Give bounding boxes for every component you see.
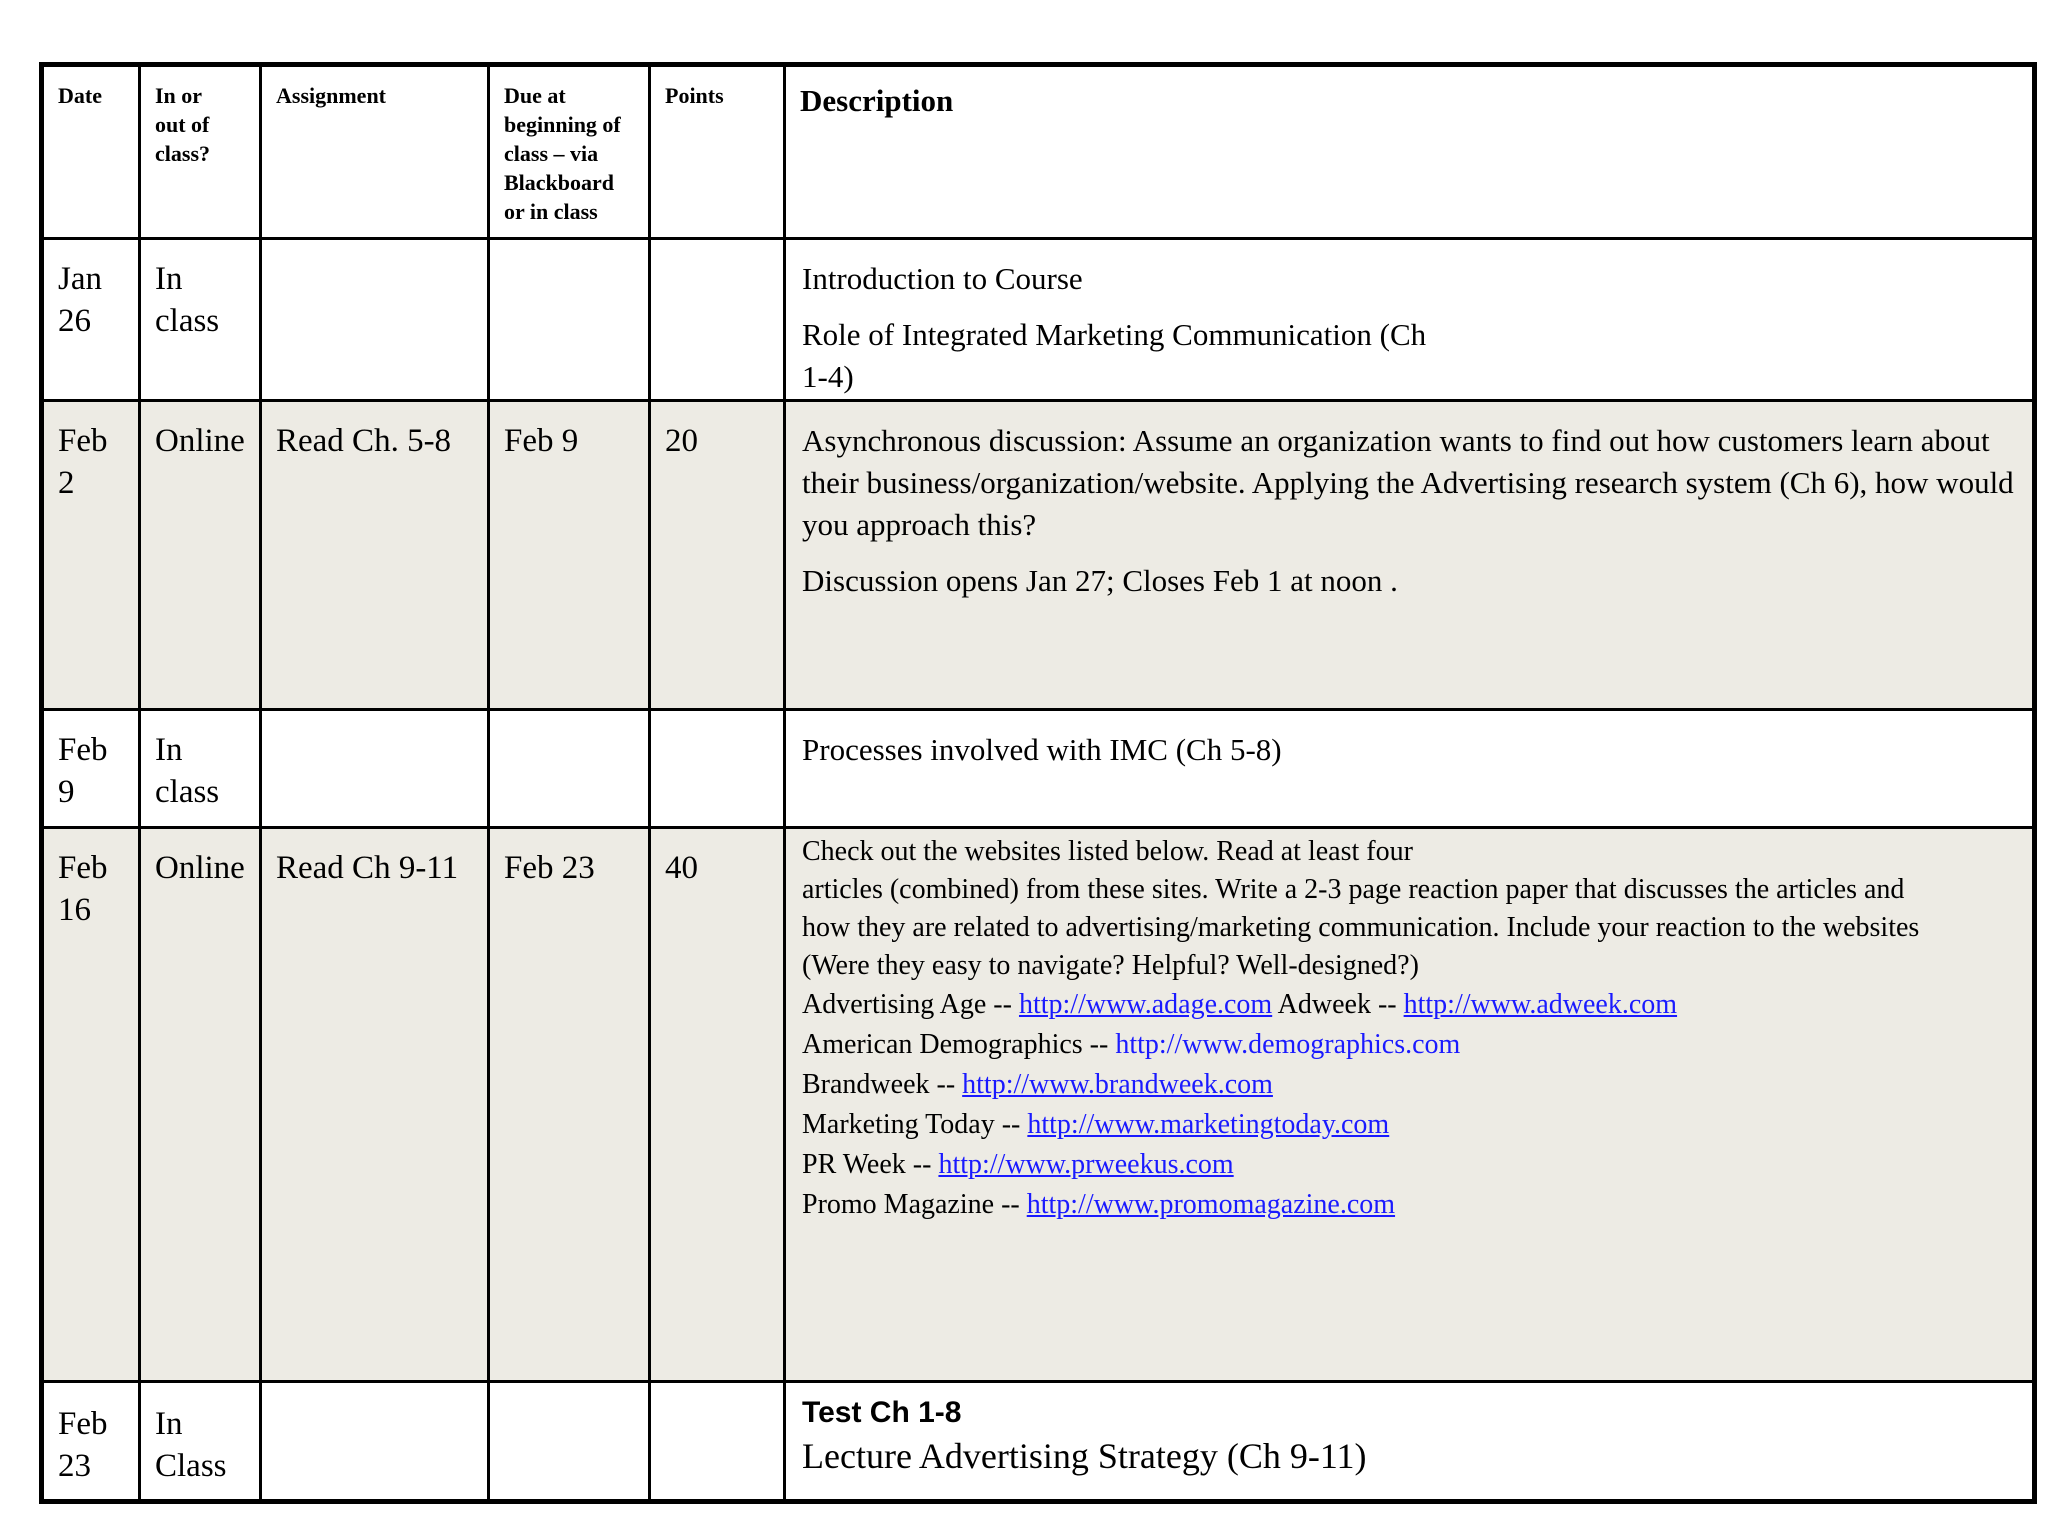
description-text: Asynchronous discussion: Assume an organization wants to find out how customers learn about their business/organization/website. Applying the Advertising research system (Ch 6), how would you approach this?: [802, 423, 2014, 542]
due-date: Feb 23: [504, 850, 595, 886]
website-link-marketingtoday[interactable]: http://www.marketingtoday.com: [1027, 1109, 1390, 1140]
location-line: In: [155, 261, 183, 297]
date-day: 23: [58, 1448, 91, 1484]
website-link-brandweek[interactable]: http://www.brandweek.com: [962, 1069, 1273, 1100]
location-cell: [140, 710, 261, 828]
location-line: In: [155, 732, 183, 768]
location-line: class: [155, 303, 220, 339]
header-description: [785, 65, 2035, 239]
description-text: Check out the websites listed below. Read at least four: [802, 836, 1413, 867]
website-link-demographics[interactable]: http://www.demographics.com: [1115, 1029, 1461, 1060]
test-title: Test Ch 1-8: [802, 1396, 962, 1429]
header-in-out-line: class?: [155, 141, 210, 166]
website-name: PR Week --: [802, 1149, 939, 1180]
date-cell: [42, 1382, 140, 1502]
location-line: class: [155, 774, 220, 810]
due-cell: [489, 828, 650, 1382]
points-cell: [650, 828, 785, 1382]
website-name: Advertising Age --: [802, 989, 1019, 1020]
date-cell: [42, 828, 140, 1382]
date-cell: [42, 239, 140, 401]
due-cell: [489, 710, 650, 828]
website-link-adage[interactable]: http://www.adage.com: [1018, 989, 1273, 1020]
website-name: Marketing Today --: [802, 1109, 1028, 1140]
due-cell: [489, 401, 650, 710]
date-cell: [42, 710, 140, 828]
description-text: how they are related to advertising/marketing communication. Include your reaction to the websites: [802, 912, 1920, 943]
points-cell: [650, 401, 785, 710]
description-text: 1-4): [802, 359, 854, 394]
due-cell: [489, 1382, 650, 1502]
date-month: Feb: [58, 850, 108, 886]
header-due-line: Blackboard: [504, 170, 615, 195]
website-line: [802, 1145, 2016, 1185]
location-cell: [140, 828, 261, 1382]
website-line: [802, 1065, 2016, 1105]
date-day: 26: [58, 303, 91, 339]
website-name: Promo Magazine --: [802, 1189, 1027, 1220]
table-row: [42, 710, 2035, 828]
assignment-cell: [261, 828, 489, 1382]
table-row: [42, 401, 2035, 710]
website-link-prweek[interactable]: http://www.prweekus.com: [938, 1149, 1234, 1180]
location-line: In: [155, 1406, 183, 1442]
website-name: Brandweek --: [802, 1069, 963, 1100]
header-points-label: Points: [665, 83, 724, 108]
date-day: 9: [58, 774, 75, 810]
assignment-cell: [261, 710, 489, 828]
header-assignment: [261, 65, 489, 239]
date-month: Feb: [58, 1406, 108, 1442]
date-month: Feb: [58, 732, 108, 768]
lecture-title: Lecture Advertising Strategy (Ch 9-11): [802, 1436, 1367, 1476]
assignment-text: Read Ch. 5-8: [276, 423, 452, 459]
location-line: Class: [155, 1448, 227, 1484]
points-value: 40: [665, 850, 698, 886]
date-month: Jan: [58, 261, 102, 297]
description-text: Introduction to Course: [802, 261, 1083, 296]
assignment-cell: [261, 401, 489, 710]
website-line: [802, 1105, 2016, 1145]
description-cell: [785, 710, 2035, 828]
description-text: articles (combined) from these sites. Write a 2-3 page reaction paper that discusses the articles and: [802, 874, 1905, 905]
description-text: Processes involved with IMC (Ch 5-8): [802, 732, 1282, 767]
description-cell: [785, 1382, 2035, 1502]
description-text: Role of Integrated Marketing Communication (Ch: [802, 317, 1427, 352]
location-line: Online: [155, 850, 245, 886]
date-month: Feb: [58, 423, 108, 459]
location-cell: [140, 401, 261, 710]
date-day: 16: [58, 892, 91, 928]
points-cell: [650, 239, 785, 401]
points-cell: [650, 710, 785, 828]
header-date: [42, 65, 140, 239]
header-due-line: or in class: [504, 199, 598, 224]
header-points: [650, 65, 785, 239]
header-in-out: [140, 65, 261, 239]
header-due-line: class – via: [504, 141, 599, 166]
header-in-out-line: out of: [155, 112, 210, 137]
date-day: 2: [58, 465, 75, 501]
date-cell: [42, 401, 140, 710]
assignment-cell: [261, 239, 489, 401]
table-row: [42, 239, 2035, 401]
description-text: Discussion opens Jan 27; Closes Feb 1 at noon .: [802, 563, 1398, 598]
website-link-promomagazine[interactable]: http://www.promomagazine.com: [1026, 1189, 1396, 1220]
points-cell: [650, 1382, 785, 1502]
header-in-out-line: In or: [155, 83, 203, 108]
description-cell: [785, 401, 2035, 710]
header-description-label: Description: [800, 83, 954, 118]
location-cell: [140, 239, 261, 401]
website-name: Adweek --: [1272, 989, 1404, 1020]
description-cell: [785, 828, 2035, 1382]
assignment-cell: [261, 1382, 489, 1502]
table-row: [42, 1382, 2035, 1502]
header-due-line: Due at: [504, 83, 566, 108]
website-name: American Demographics --: [802, 1029, 1116, 1060]
location-line: Online: [155, 423, 245, 459]
description-cell: [785, 239, 2035, 401]
header-due-line: beginning of: [504, 112, 621, 137]
header-assignment-label: Assignment: [276, 83, 387, 108]
website-line: [802, 985, 2016, 1025]
table-row: [42, 828, 2035, 1382]
website-line: [802, 1185, 2016, 1225]
location-cell: [140, 1382, 261, 1502]
header-date-label: Date: [58, 83, 102, 108]
header-due: [489, 65, 650, 239]
header-row: [42, 65, 2035, 239]
schedule-table: [39, 62, 2037, 1504]
website-line: [802, 1025, 2016, 1065]
due-date: Feb 9: [504, 423, 579, 459]
points-value: 20: [665, 423, 698, 459]
assignment-text: Read Ch 9-11: [276, 850, 459, 886]
due-cell: [489, 239, 650, 401]
website-link-adweek[interactable]: http://www.adweek.com: [1403, 989, 1678, 1020]
description-text: (Were they easy to navigate? Helpful? Well-designed?): [802, 950, 1419, 981]
